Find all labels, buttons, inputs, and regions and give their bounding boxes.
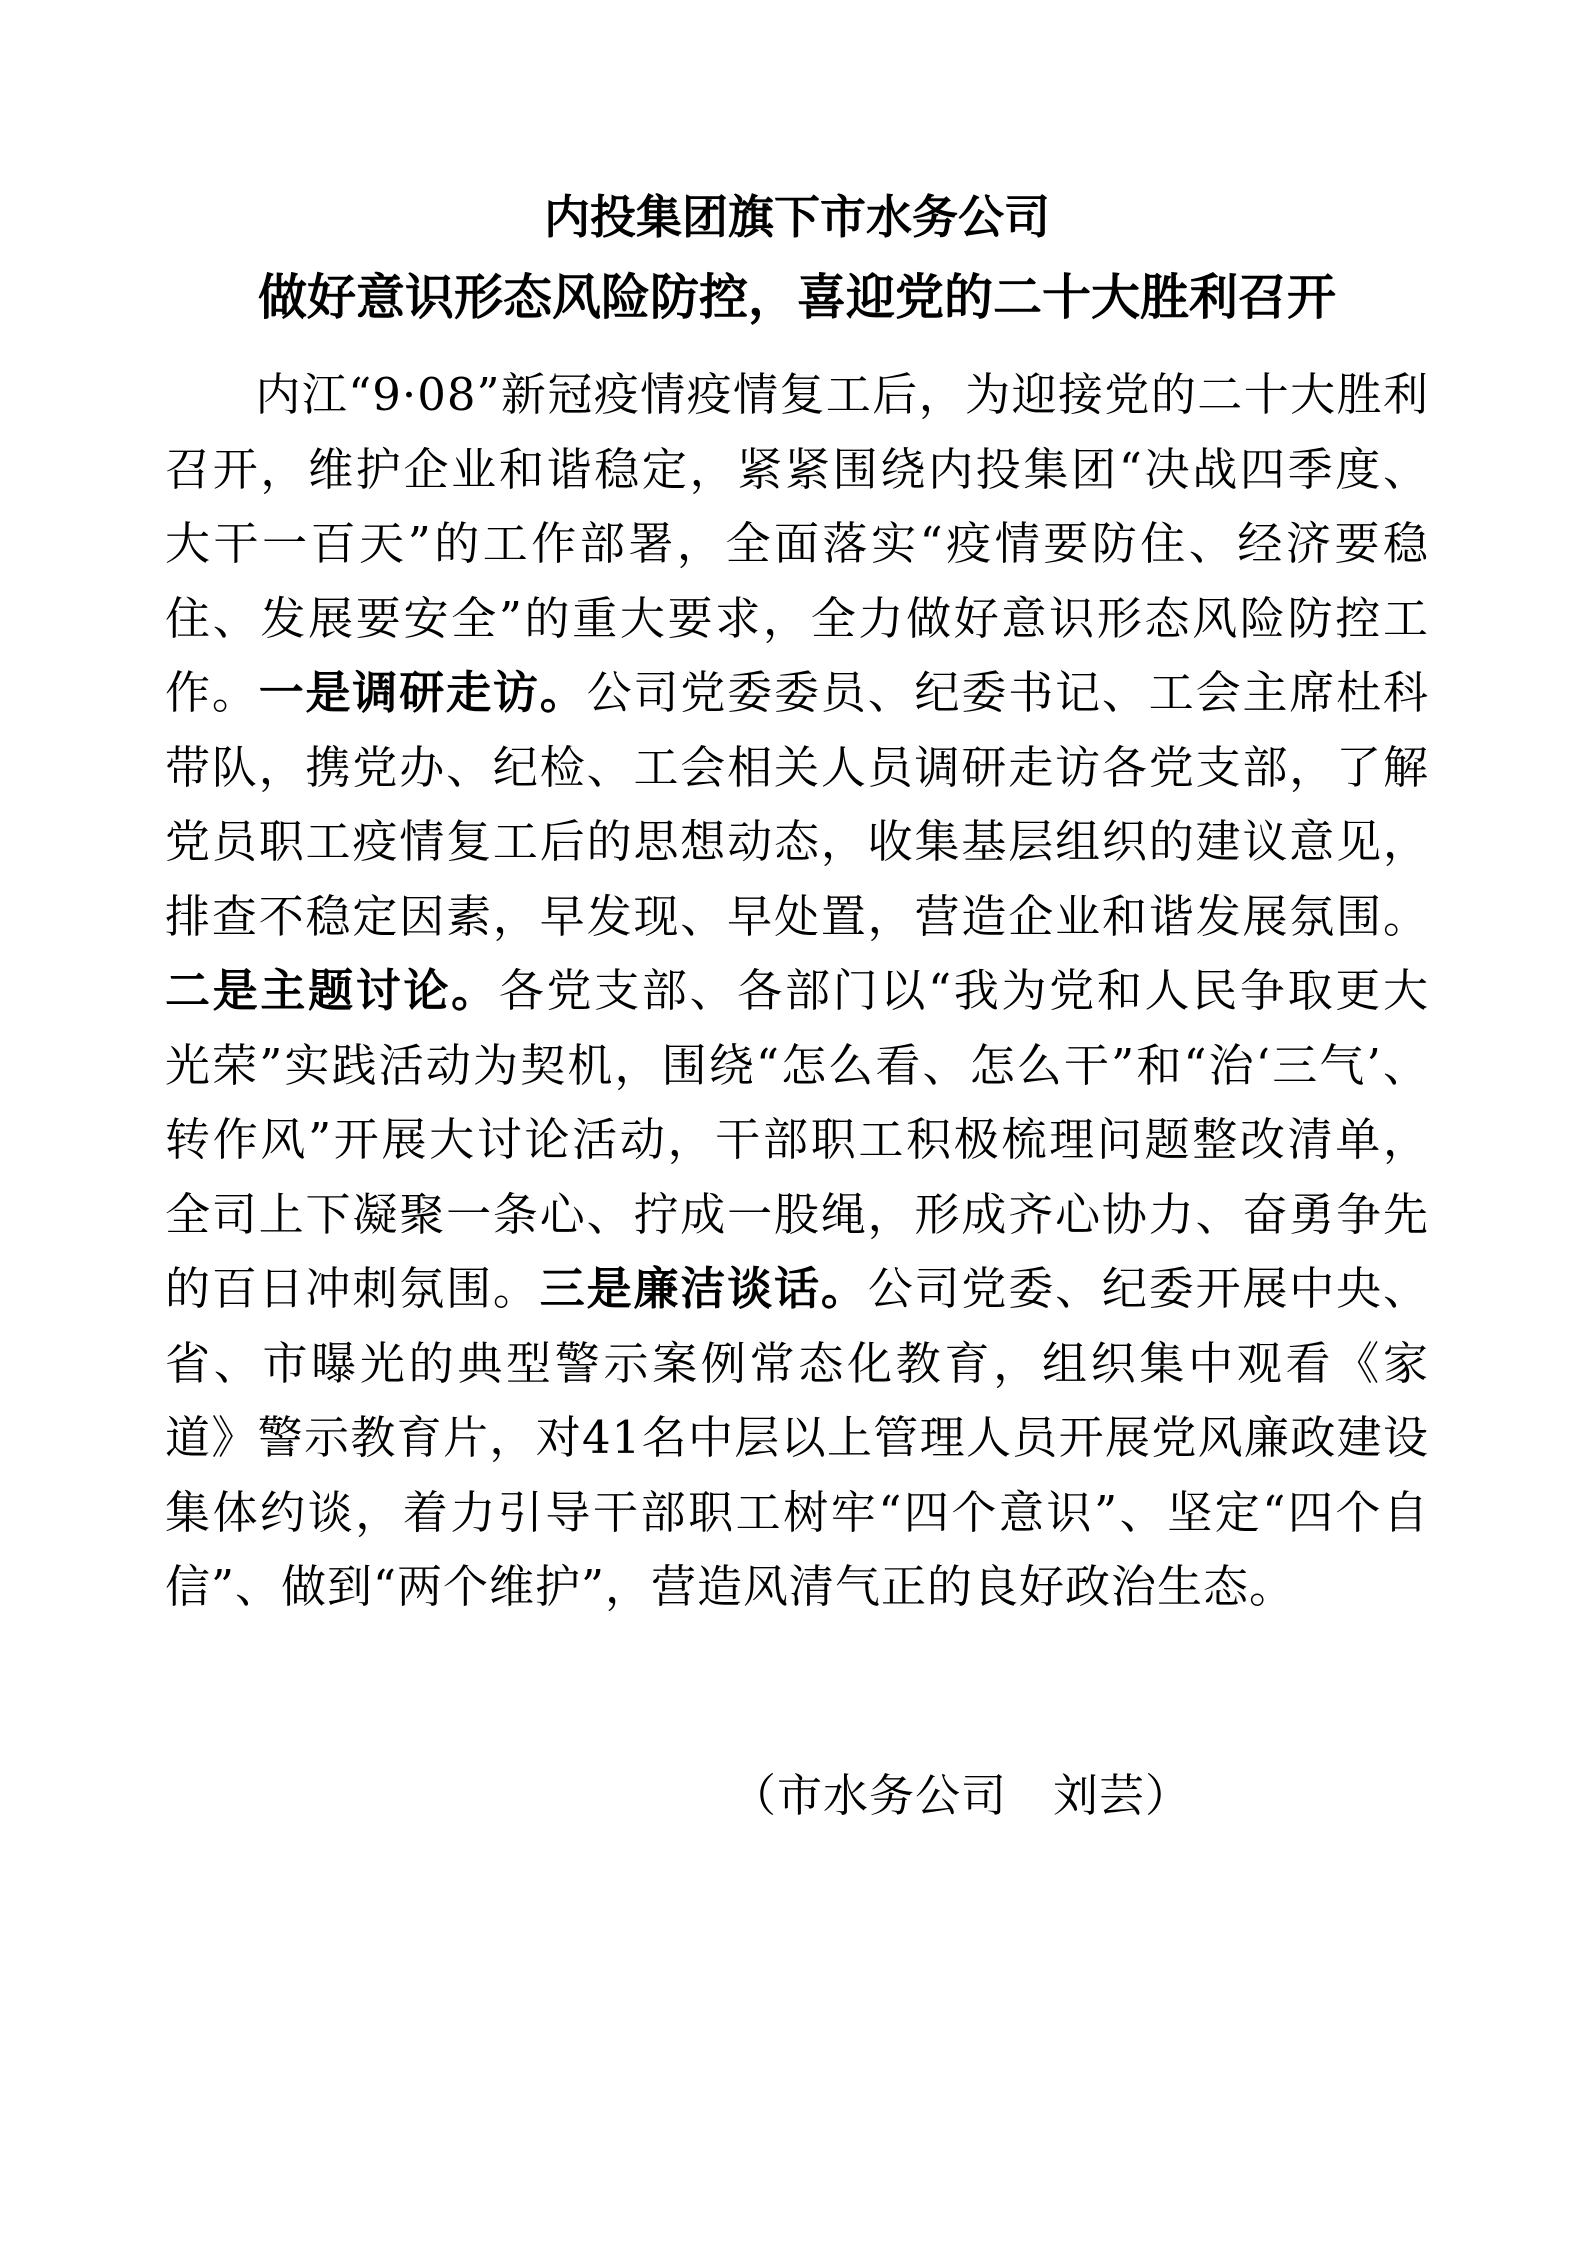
document-title-line1: 内投集团旗下市水务公司 [544, 190, 1050, 244]
paragraph-bold-segment: 一是调研走访。 [258, 666, 587, 719]
paragraph-bold-segment: 三是廉洁谈话。 [539, 1262, 868, 1315]
paragraph-segment: 公司党委委员、纪委书记、工会主席杜科带队，携党办、纪检、工会相关人员调研走访各党支部，了解党员职工疫情复工后的思想动态，收集基层组织的建议意见，排查不稳定因素，早发现、早处置，营造企业和谐发展氛围。 [165, 666, 1429, 943]
paragraph-segment: 各党支部、各部门以“我为党和人民争取更大光荣”实践活动为契机，围绕“怎么看、怎么干”和“治‘三气’、转作风”开展大讨论活动，干部职工积极梳理问题整改清单，全司上下凝聚一条心、拧成一股绳，形成齐心协力、奋勇争先的百日冲刺氛围。 [165, 964, 1429, 1315]
paragraph-bold-segment: 二是主题讨论。 [165, 964, 499, 1017]
signature-line: （市水务公司 刘芸） [730, 1768, 1191, 1822]
paragraph-segment: 内江“9·08”新冠疫情疫情复工后，为迎接党的二十大胜利召开，维护企业和谐稳定，紧紧围绕内投集团“决战四季度、大干一百天”的工作部署，全面落实“疫情要防住、经济要稳住、发展要安全”的重大要求，全力做好意识形态风险防控工作。 [165, 368, 1429, 719]
document-body-paragraph [165, 358, 1429, 1625]
document-title-line2: 做好意识形态风险防控，喜迎党的二十大胜利召开 [257, 268, 1336, 326]
paragraph-segment: 公司党委、纪委开展中央、省、市曝光的典型警示案例常态化教育，组织集中观看《家道》警示教育片，对41名中层以上管理人员开展党风廉政建设集体约谈，着力引导干部职工树牢“四个意识”、坚定“四个自信”、做到“两个维护”，营造风清气正的良好政治生态。 [165, 1262, 1429, 1613]
